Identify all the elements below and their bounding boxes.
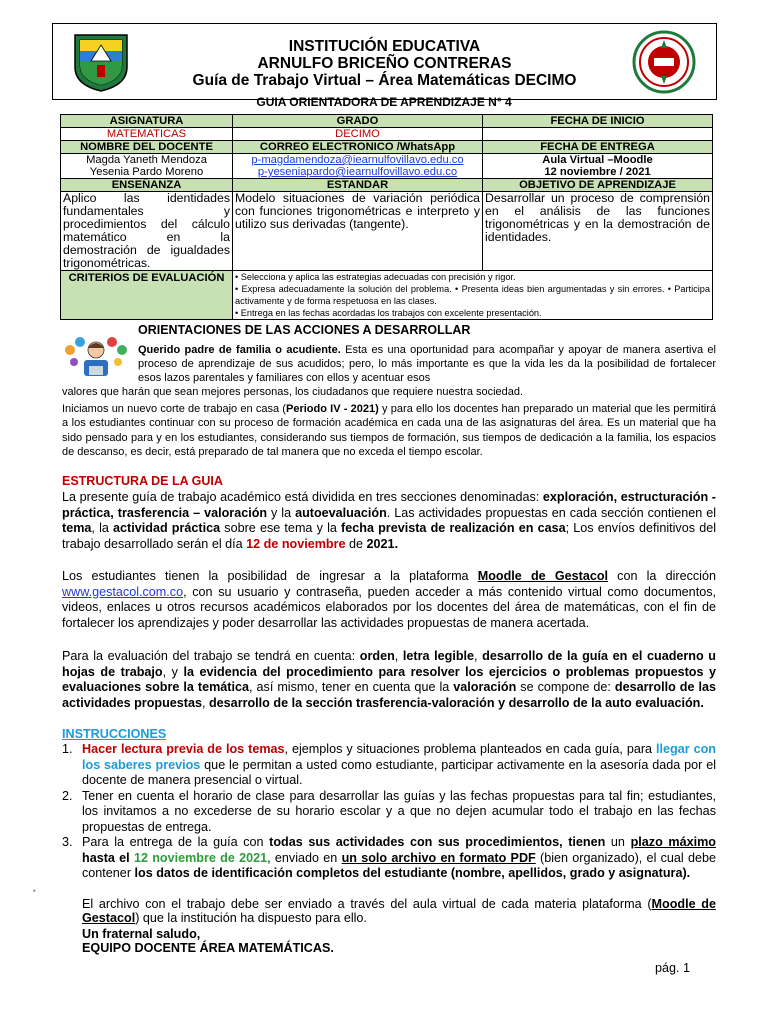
header-title-block [148, 38, 621, 89]
estructura-paragraph [62, 490, 716, 552]
bold-span: todas sus actividades con sus procedimientos, tienen [269, 835, 606, 849]
parent-message-text: Esta es una oportunidad para acompañar y apoyar de manera asertiva el proceso de aprendizaje de sus acudidos; pero, lo más importante es que la vida les da la posibilidad de fortalecer esos lazos parentales y familiares con ellos y acentuar esos [138, 344, 716, 384]
text-span: Para la entrega de la guía con [82, 835, 270, 849]
text-span: . Las actividades propuestas en cada sección contienen el [386, 505, 716, 520]
text-span: y la [267, 505, 296, 520]
header-cell-objetivo: OBJETIVO DE APRENDIZAJE [483, 179, 713, 192]
evaluacion-paragraph [62, 649, 716, 711]
header-cell-criterios: CRITERIOS DE EVALUACIÓN [61, 271, 233, 320]
text-span: ; Los envíos definitivos del trabajo desarrollado serán el día [62, 521, 716, 551]
school-crest-logo [71, 31, 131, 93]
bold-span: tema [62, 521, 92, 535]
text-span: con la dirección [608, 569, 716, 583]
text-span: que le permitan a usted como estudiante, participar activamente en la asesoría dada por el docente de manera presencial o virtual. [82, 757, 716, 787]
header-cell-docente: NOMBRE DEL DOCENTE [61, 141, 233, 154]
text-span: Tener en cuenta el horario de clase para desarrollar las guías y las fechas propuestas para tal fin; estudiantes, los invitamos a no excederse de su horario escolar y a que no dejen acumular todo el trabajo en las fechas propuestas de entrega. [82, 788, 716, 834]
school-seal-logo [632, 30, 696, 94]
text-span: Los estudiantes tienen la posibilidad de ingresar a la plataforma [62, 569, 478, 583]
instrucciones-list [62, 742, 716, 882]
institution-type: INSTITUCIÓN EDUCATIVA [288, 38, 481, 55]
header-cell-grado: GRADO [233, 115, 483, 128]
text-span: Para la evaluación del trabajo se tendrá en cuenta: [62, 649, 360, 663]
criterio-item: • Entrega en las fechas acordadas los trabajos con excelente presentación. [235, 308, 542, 318]
entrega-cell [483, 154, 713, 179]
stray-mark: * [33, 890, 36, 896]
bold-span: 2021. [366, 536, 399, 551]
text-span: , enviado en [267, 850, 342, 865]
bold-span: la evidencia del procedimiento para resolver los ejercicios o problemas propuestos y evaluaciones sobre la temática [62, 664, 717, 694]
bold-span: actividad práctica [113, 521, 221, 535]
text-span: , y [162, 664, 184, 679]
text-span: se compone de: [516, 680, 615, 694]
bold-span: letra legible [402, 649, 475, 663]
ensenanza-value: Aplico las identidades fundamentales y procedimientos del cálculo matemático en la demostración de igualdades trigonométricas. [61, 192, 233, 271]
table-row [61, 192, 713, 271]
docente-name: Yesenia Pardo Moreno [89, 166, 204, 178]
criterio-item: • Selecciona y aplica las estrategias adecuadas con precisión y rigor. [235, 272, 516, 282]
table-row [61, 115, 713, 128]
text-span: Iniciamos un nuevo corte de trabajo en casa ( [62, 403, 286, 415]
bold-span: los datos de identificación completos del estudiante (nombre, apellidos, grado y asignatura). [134, 866, 691, 880]
bold-span: valoración [453, 680, 517, 694]
moodle-name: Moodle de Gestacol [477, 569, 609, 583]
bold-span: hasta el [82, 850, 130, 865]
pdf-format: un solo archivo en formato PDF [341, 850, 536, 865]
text-span: un [605, 835, 631, 849]
teacher-illustration [62, 336, 130, 378]
closing-greeting: Un fraternal saludo, [82, 927, 201, 941]
table-row [61, 179, 713, 192]
parent-greeting: Querido padre de familia o acudiente. [138, 344, 341, 356]
parent-message-continuation: valores que harán que sean mejores personas, los ciudadanos que requiere nuestra sociedad. [62, 386, 524, 398]
period-intro-paragraph [62, 402, 716, 459]
text-span: ) que la institución ha dispuesto para ello. [135, 911, 367, 925]
info-table [60, 114, 713, 320]
list-number: 3. [62, 835, 73, 849]
table-row [61, 141, 713, 154]
text-span: sobre ese tema y la [220, 521, 342, 535]
text-span: , ejemplos y situaciones problema planteados en cada guía, para [284, 742, 657, 756]
text-span: de [345, 536, 367, 551]
header-cell-correo: CORREO ELECTRONICO /WhatsApp [233, 141, 483, 154]
header-cell-ensenanza: ENSEÑANZA [61, 179, 233, 192]
email-link[interactable]: p-yeseniapardo@iearnulfovillavo.edu.co [257, 166, 458, 178]
header-cell-estandar: ESTANDAR [233, 179, 483, 192]
text-span: El archivo con el trabajo debe ser enviado a través del aula virtual de cada materia plataforma ( [82, 897, 652, 911]
text-span: , así mismo, tener en cuenta que la [249, 680, 454, 694]
header-cell-fecha-inicio: FECHA DE INICIO [483, 115, 713, 128]
list-item [62, 789, 716, 836]
list-number: 2. [62, 788, 73, 803]
text-span: La presente guía de trabajo académico está dividida en tres secciones denominadas: [62, 490, 543, 504]
fecha-inicio-value [483, 128, 713, 141]
estructura-heading: ESTRUCTURA DE LA GUIA [62, 474, 223, 488]
text-span: , con su usuario y contraseña, pueden acceder a más contenido virtual como documentos, videos, enlaces u otros recursos académicos elaborados por los docentes del área de matemáticas, con el fin de fortalecer los aprendizajes y poder desarrollar las actividades propuestas de manera acertada. [62, 584, 716, 630]
instrucciones-heading: INSTRUCCIONES [62, 727, 167, 741]
text-span: , [394, 649, 403, 663]
page-number: pág. 1 [654, 961, 690, 975]
highlight-blue: llegar con los saberes previos [82, 742, 716, 772]
bold-span: desarrollo de las actividades propuestas [62, 680, 717, 710]
correos-cell [233, 154, 483, 179]
estandar-value: Modelo situaciones de variación periódica con funciones trigonométricas e interpreto y utilizo sus derivadas (tangente). [233, 192, 483, 271]
bold-span: orden [359, 649, 395, 663]
highlight-red: Hacer lectura previa de los temas [82, 742, 285, 756]
closing-block [82, 927, 334, 955]
entrega-date: 12 noviembre / 2021 [544, 166, 651, 178]
deadline-date-green: 12 noviembre de 2021 [133, 850, 268, 865]
table-row [61, 128, 713, 141]
text-span: , [201, 695, 209, 710]
guide-title: Guía de Trabajo Virtual – Área Matemáticas DECIMO [192, 72, 577, 89]
list-item [62, 835, 716, 882]
text-span: (bien organizado), el cual debe contener [82, 850, 717, 880]
gestacol-link[interactable]: www.gestacol.com.co [62, 584, 184, 599]
parent-message-paragraph [138, 343, 716, 385]
archivo-paragraph [82, 897, 716, 925]
criterios-cell [233, 271, 713, 320]
header-cell-asignatura: ASIGNATURA [61, 115, 233, 128]
institution-name: ARNULFO BRICEÑO CONTRERAS [257, 55, 512, 72]
bold-span: fecha prevista de realización en casa [341, 521, 566, 535]
bold-span: desarrollo de la sección trasferencia-valoración y desarrollo de la auto evaluación. [208, 695, 704, 710]
bold-span: exploración, estructuración - práctica, trasferencia – valoración [62, 490, 716, 520]
text-span: , [474, 649, 483, 663]
entrega-platform: Aula Virtual –Moodle [542, 154, 653, 166]
period-label: Periodo IV - 2021) [285, 403, 379, 415]
grado-value: DECIMO [233, 128, 483, 141]
criterio-item: • Expresa adecuadamente la solución del problema. • Presenta ideas bien argumentadas y sin errores. • Participa activamente y de forma respetuosa en las clases. [235, 284, 710, 306]
deadline-date: 12 de noviembre [246, 536, 346, 551]
bold-span: autoevaluación [295, 505, 387, 520]
guide-subtitle: GUIA ORIENTADORA DE APRENDIZAJE N° 4 [256, 95, 512, 109]
asignatura-value: MATEMATICAS [61, 128, 233, 141]
table-row [61, 154, 713, 179]
header-cell-entrega: FECHA DE ENTREGA [483, 141, 713, 154]
moodle-name: Moodle de Gestacol [82, 897, 716, 925]
bold-span: desarrollo de la guía en el cuaderno u hojas de trabajo [62, 649, 717, 679]
docente-name: Magda Yaneth Mendoza [86, 154, 207, 166]
list-number: 1. [62, 742, 73, 756]
text-span: y para ello los docentes han preparado un material que les permitirá a los estudiantes continuar con su proceso de formación académica en cada una de las asignaturas del área. Es un material que ha sido pensado para y en los estudiantes, considerando sus tiempos de formación, sus tiempos de dedicación a la familia, los espacios de descanso, es decir, está preparado de tal manera que no exceda el tiempo escolar. [62, 403, 717, 458]
objetivo-value: Desarrollar un proceso de comprensión en el análisis de las funciones trigonométricas y en la demostración de identidades. [483, 192, 713, 271]
text-span: , la [91, 521, 114, 535]
docentes-cell [61, 154, 233, 179]
table-row [61, 271, 713, 320]
plazo-maximo: plazo máximo [630, 835, 716, 849]
orientaciones-heading: ORIENTACIONES DE LAS ACCIONES A DESARROLLAR [138, 323, 471, 337]
list-item [62, 742, 716, 789]
document-header [52, 23, 717, 100]
moodle-paragraph [62, 569, 716, 631]
email-link[interactable]: p-magdamendoza@iearnulfovillavo.edu.co [251, 154, 464, 166]
closing-signature: EQUIPO DOCENTE ÁREA MATEMÁTICAS. [82, 941, 334, 955]
